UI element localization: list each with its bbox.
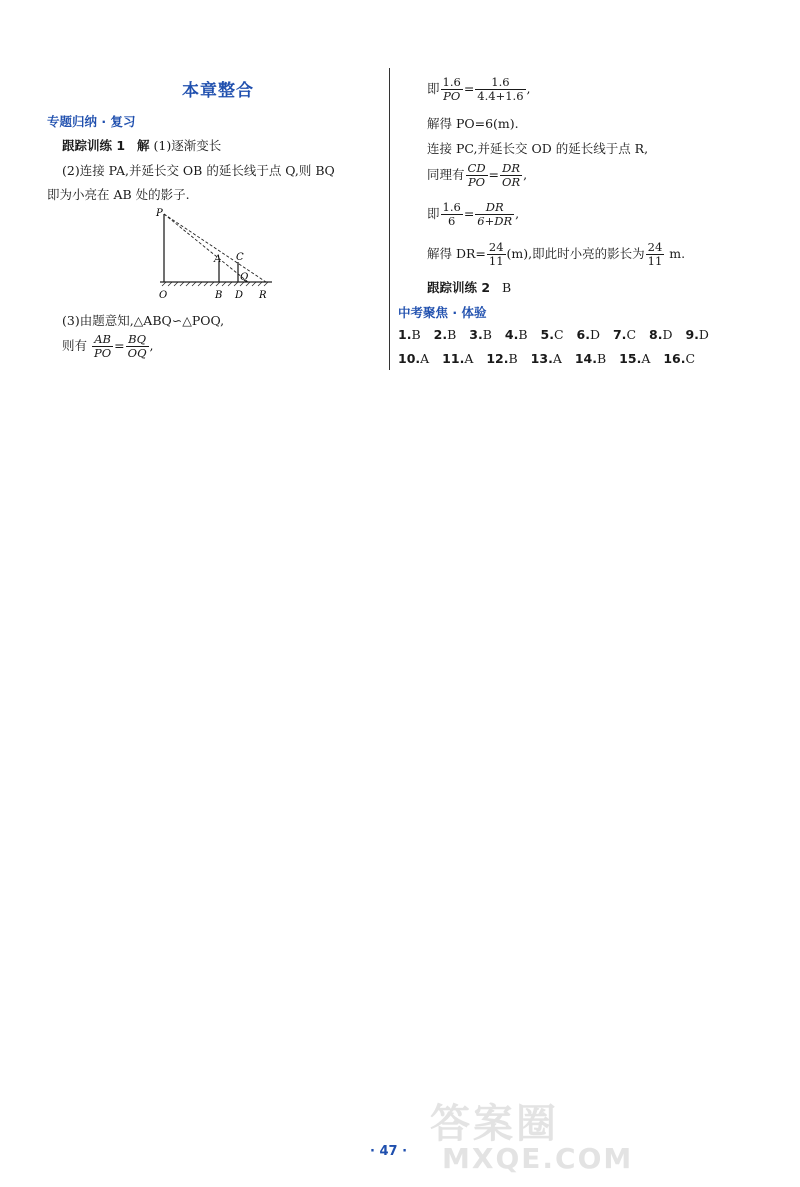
fraction-1.6-6: $\frac{1.6}{4.4+1.6}$ <box>477 75 524 103</box>
exercise-1-line <box>62 136 221 154</box>
solve-PO-text: 解得 PO=6(m). <box>427 116 519 131</box>
label-C: C <box>236 252 244 263</box>
solve-DR-line: 解得 DR= $\frac{24}{11}$ (m),即此时小亮的影长为 $\frac{24}{11}$ m. <box>427 240 686 268</box>
part-2-text: (2)连接 PA,并延长交 OB 的延长线于点 Q,则 BQ <box>62 163 335 178</box>
dashed-line-PQ <box>164 214 248 282</box>
exercise-1-label: 跟踪训练 1 <box>62 138 126 153</box>
fraction-24-11-a: $\frac{24}{11}$ <box>488 240 504 268</box>
column-divider <box>389 68 390 370</box>
label-O: O <box>159 290 168 301</box>
answer-item: 1.B <box>398 327 421 342</box>
fraction-CD-PO: $\frac{CD}{PO}$ <box>467 161 486 189</box>
fraction-24-11-b: $\frac{24}{11}$ <box>647 240 663 268</box>
answer-item: 11.A <box>442 351 474 366</box>
exercise-2-label: 跟踪训练 2 <box>427 280 491 295</box>
connect-PC-text: 连接 PC,并延长交 OD 的延长线于点 R, <box>427 141 649 156</box>
part-1-answer: (1)逐渐变长 <box>153 138 222 153</box>
equation-line-1: 即 $\frac{1.6}{PO}$ = $\frac{1.6}{4.4+1.6}$ , <box>427 75 531 103</box>
ground-hatching <box>162 282 268 286</box>
shadow-geometry-figure <box>150 204 280 304</box>
section-heading-exam: 中考聚焦 · 体验 <box>398 305 487 320</box>
fraction-DR-6DR: $\frac{DR}{6+DR}$ <box>477 200 513 228</box>
label-B: B <box>215 290 223 301</box>
equation-line-2: 同理有 $\frac{CD}{PO}$ = $\frac{DR}{OR}$ , <box>427 161 528 189</box>
fraction-BQ-OQ: $\frac{BQ}{OQ}$ <box>127 332 147 360</box>
section-heading-review: 专题归纳 · 复习 <box>47 114 136 129</box>
fraction-DR-OR: $\frac{DR}{OR}$ <box>502 161 521 189</box>
answer-item: 9.D <box>685 327 709 342</box>
dashed-line-PR <box>164 214 266 282</box>
answer-item: 16.C <box>663 351 696 366</box>
watermark-url: MXQE.COM <box>442 1142 634 1175</box>
answer-item: 7.C <box>612 327 637 342</box>
fraction-AB-PO: $\frac{AB}{PO}$ <box>94 332 112 360</box>
fraction-1.6-PO: $\frac{1.6}{PO}$ <box>442 75 461 103</box>
exercise-2-line <box>427 278 511 296</box>
label-P: P <box>156 208 163 219</box>
answer-item: 3.B <box>469 327 492 342</box>
answer-item: 14.B <box>574 351 607 366</box>
answer-item: 5.C <box>540 327 564 342</box>
answer-item: 15.A <box>619 351 651 366</box>
answers-row-2 <box>398 351 704 366</box>
solution-label: 解 <box>136 138 150 153</box>
answer-item: 8.D <box>649 327 673 342</box>
part-2-text-cont: 即为小亮在 AB 处的影子. <box>47 187 190 202</box>
page-title: 本章整合 <box>182 81 254 101</box>
label-A: A <box>214 254 222 265</box>
label-Q: Q <box>240 272 249 283</box>
text-prefix: 则有 <box>62 338 88 353</box>
answer-item: 4.B <box>504 327 528 342</box>
answer-item: 12.B <box>486 351 518 366</box>
answers-row-1 <box>398 327 718 342</box>
equation-line-3: 即 $\frac{1.6}{6}$ = $\frac{DR}{6+DR}$ , <box>427 200 520 228</box>
answer-item: 13.A <box>530 351 562 366</box>
part-3-text: (3)由题意知,△ABQ∽△POQ, <box>62 313 225 328</box>
answer-item: 6.D <box>576 327 600 342</box>
proportion-line-1: 则有 $\frac{AB}{PO}$ = $\frac{BQ}{OQ}$ , <box>62 332 154 360</box>
label-D: D <box>235 290 244 301</box>
page-number: · 47 · <box>370 1144 408 1159</box>
answer-item: 10.A <box>398 351 430 366</box>
fraction-1.6-6b: $\frac{1.6}{6}$ <box>442 200 461 228</box>
exercise-2-answer: B <box>501 280 512 295</box>
label-R: R <box>259 290 267 301</box>
answer-item: 2.B <box>433 327 457 342</box>
watermark-logo: 答案圈 <box>430 1101 559 1147</box>
